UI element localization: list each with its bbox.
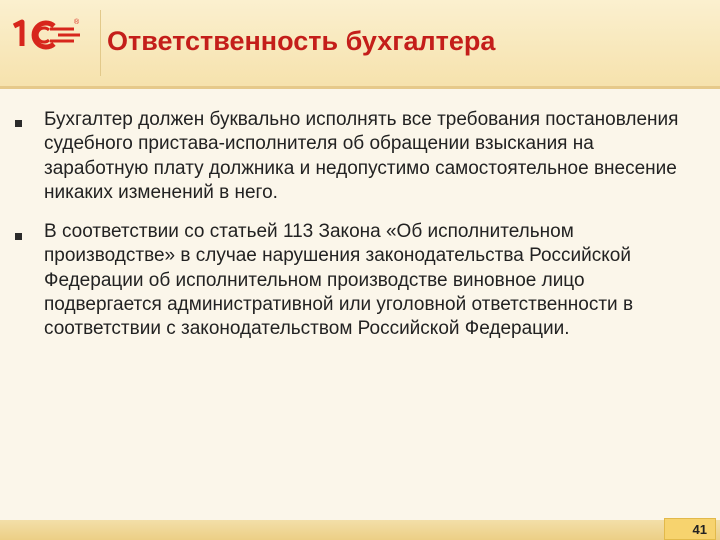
page-number: 41 xyxy=(692,522,707,537)
registered-mark: ® xyxy=(74,19,80,26)
bullet-icon xyxy=(15,233,22,240)
header-divider xyxy=(0,86,720,89)
bullet-icon xyxy=(15,120,22,127)
slide-title: Ответственность бухгалтера xyxy=(107,26,496,56)
logo-1c-icon xyxy=(10,16,94,56)
slide-footer xyxy=(0,520,720,540)
logo-1c xyxy=(0,0,100,86)
page-number-box xyxy=(664,518,716,540)
slide-header xyxy=(0,0,720,86)
paragraph-2: В соответствии со статьей 113 Закона «Об исполнительном производстве» в случае нарушения законодательства Российской Федерации об исполнительном производстве виновное лицо подвергается административной или уголовной ответственности в соответствии с законодательством Российской Федерации. xyxy=(44,221,634,340)
header-separator xyxy=(100,10,101,76)
paragraph-1: Бухгалтер должен буквально исполнять все требования постановления судебного пристава-исполнителя об обращении взыскания на заработную плату должника и недопустимо самостоятельное внесение никаких изменений в него. xyxy=(44,109,679,203)
